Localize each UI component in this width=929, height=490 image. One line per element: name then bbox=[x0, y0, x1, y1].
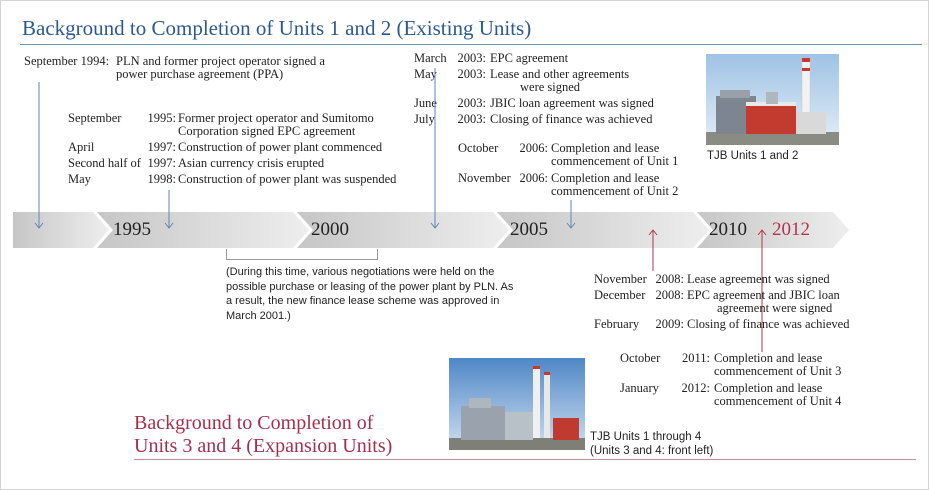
event-year: 2003: bbox=[457, 67, 486, 81]
event-text: Construction of power plant was suspended bbox=[178, 172, 397, 186]
event-year: 2003: bbox=[457, 112, 486, 126]
event-text: EPC agreement bbox=[490, 51, 569, 65]
negotiation-note: (During this time, various negotiations were held on the possible purchase or leasing of the power plant by PLN. As a result, the new finance lease scheme was approved in March 2001.) bbox=[226, 266, 514, 322]
title-existing-units: Background to Completion of Units 1 and 2 (Existing Units) bbox=[22, 16, 532, 40]
event-year: 1997: bbox=[147, 140, 176, 154]
event-month: November bbox=[594, 272, 647, 286]
events-2011-2012 bbox=[620, 352, 880, 412]
caption-line1: TJB Units 1 through 4 bbox=[590, 431, 702, 443]
event-text: Former project operator and Sumitomo bbox=[178, 111, 374, 125]
event-month: July bbox=[414, 112, 435, 126]
event-text: Completion and lease bbox=[551, 141, 660, 155]
timeline-year-2012: 2012 bbox=[772, 219, 810, 240]
caption-line2: (Units 3 and 4: front left) bbox=[590, 445, 714, 457]
title-expansion-line1: Background to Completion of bbox=[134, 412, 374, 434]
event-text: Completion and lease bbox=[714, 351, 823, 365]
event-text: Closing of finance was achieved bbox=[490, 112, 653, 126]
event-month: Second half of bbox=[68, 156, 141, 170]
power-plant-expansion-illustration bbox=[449, 358, 585, 450]
event-text-cont: commencement of Unit 2 bbox=[551, 184, 679, 198]
event-month: May bbox=[414, 67, 437, 81]
event-month: December bbox=[594, 288, 646, 302]
event-year: 1995: bbox=[147, 111, 176, 125]
event-year: 2006: bbox=[519, 141, 548, 155]
event-text: Completion and lease bbox=[714, 381, 823, 395]
event-month: January bbox=[620, 381, 659, 395]
events-2008 bbox=[594, 273, 894, 335]
event-month: November bbox=[458, 171, 511, 185]
event-text-cont: commencement of Unit 1 bbox=[551, 154, 679, 168]
event-year: 1998: bbox=[147, 172, 176, 186]
event-text: JBIC loan agreement was signed bbox=[490, 96, 654, 110]
negotiation-period-bracket bbox=[226, 249, 378, 260]
event-year: 2008: bbox=[655, 288, 684, 302]
event-month: February bbox=[594, 317, 640, 331]
event-month: June bbox=[414, 96, 437, 110]
timeline-year-1995: 1995 bbox=[113, 219, 151, 240]
event-text-cont: Corporation signed EPC agreement bbox=[178, 124, 356, 138]
event-year: 2009: bbox=[655, 317, 684, 331]
title-expansion-units bbox=[134, 412, 392, 458]
event-year: 1997: bbox=[147, 156, 176, 170]
event-year: 2003: bbox=[457, 51, 486, 65]
event-text: Closing of finance was achieved bbox=[687, 317, 850, 331]
event-text: Asian currency crisis erupted bbox=[178, 156, 325, 170]
event-text-cont: commencement of Unit 3 bbox=[714, 364, 842, 378]
event-year: 2008: bbox=[655, 272, 684, 286]
event-month: September bbox=[68, 111, 122, 125]
event-date: September 1994: bbox=[24, 54, 110, 68]
timeline-year-2000: 2000 bbox=[311, 219, 349, 240]
event-year: 2011: bbox=[681, 351, 710, 365]
title-expansion-line2: Units 3 and 4 (Expansion Units) bbox=[134, 435, 393, 457]
title-underline-red bbox=[134, 459, 916, 460]
event-month: October bbox=[458, 141, 499, 155]
event-month: May bbox=[68, 172, 91, 186]
timeline-year-2005: 2005 bbox=[510, 219, 548, 240]
event-month: October bbox=[620, 351, 661, 365]
event-text-cont: commencement of Unit 4 bbox=[714, 394, 842, 408]
event-year: 2006: bbox=[519, 171, 548, 185]
caption-photo-units-1-2: TJB Units 1 and 2 bbox=[707, 150, 799, 162]
event-text: EPC agreement and JBIC loan bbox=[687, 288, 840, 302]
event-text-cont: agreement were signed bbox=[717, 301, 833, 315]
event-text: PLN and former project operator signed a bbox=[116, 54, 325, 68]
event-month: April bbox=[68, 140, 95, 154]
caption-photo-units-1-4 bbox=[590, 430, 713, 458]
event-text-cont: power purchase agreement (PPA) bbox=[116, 67, 284, 81]
photo-tjb-units-1-4 bbox=[449, 358, 585, 450]
event-month: March bbox=[414, 51, 447, 65]
event-year: 2003: bbox=[457, 96, 486, 110]
event-text: Lease and other agreements bbox=[490, 67, 630, 81]
event-text: Construction of power plant commenced bbox=[178, 140, 383, 154]
timeline-year-2010: 2010 bbox=[709, 219, 747, 240]
event-text-cont: were signed bbox=[520, 80, 581, 94]
event-year: 2012: bbox=[681, 381, 710, 395]
event-text: Lease agreement was signed bbox=[687, 272, 830, 286]
event-text: Completion and lease bbox=[551, 171, 660, 185]
